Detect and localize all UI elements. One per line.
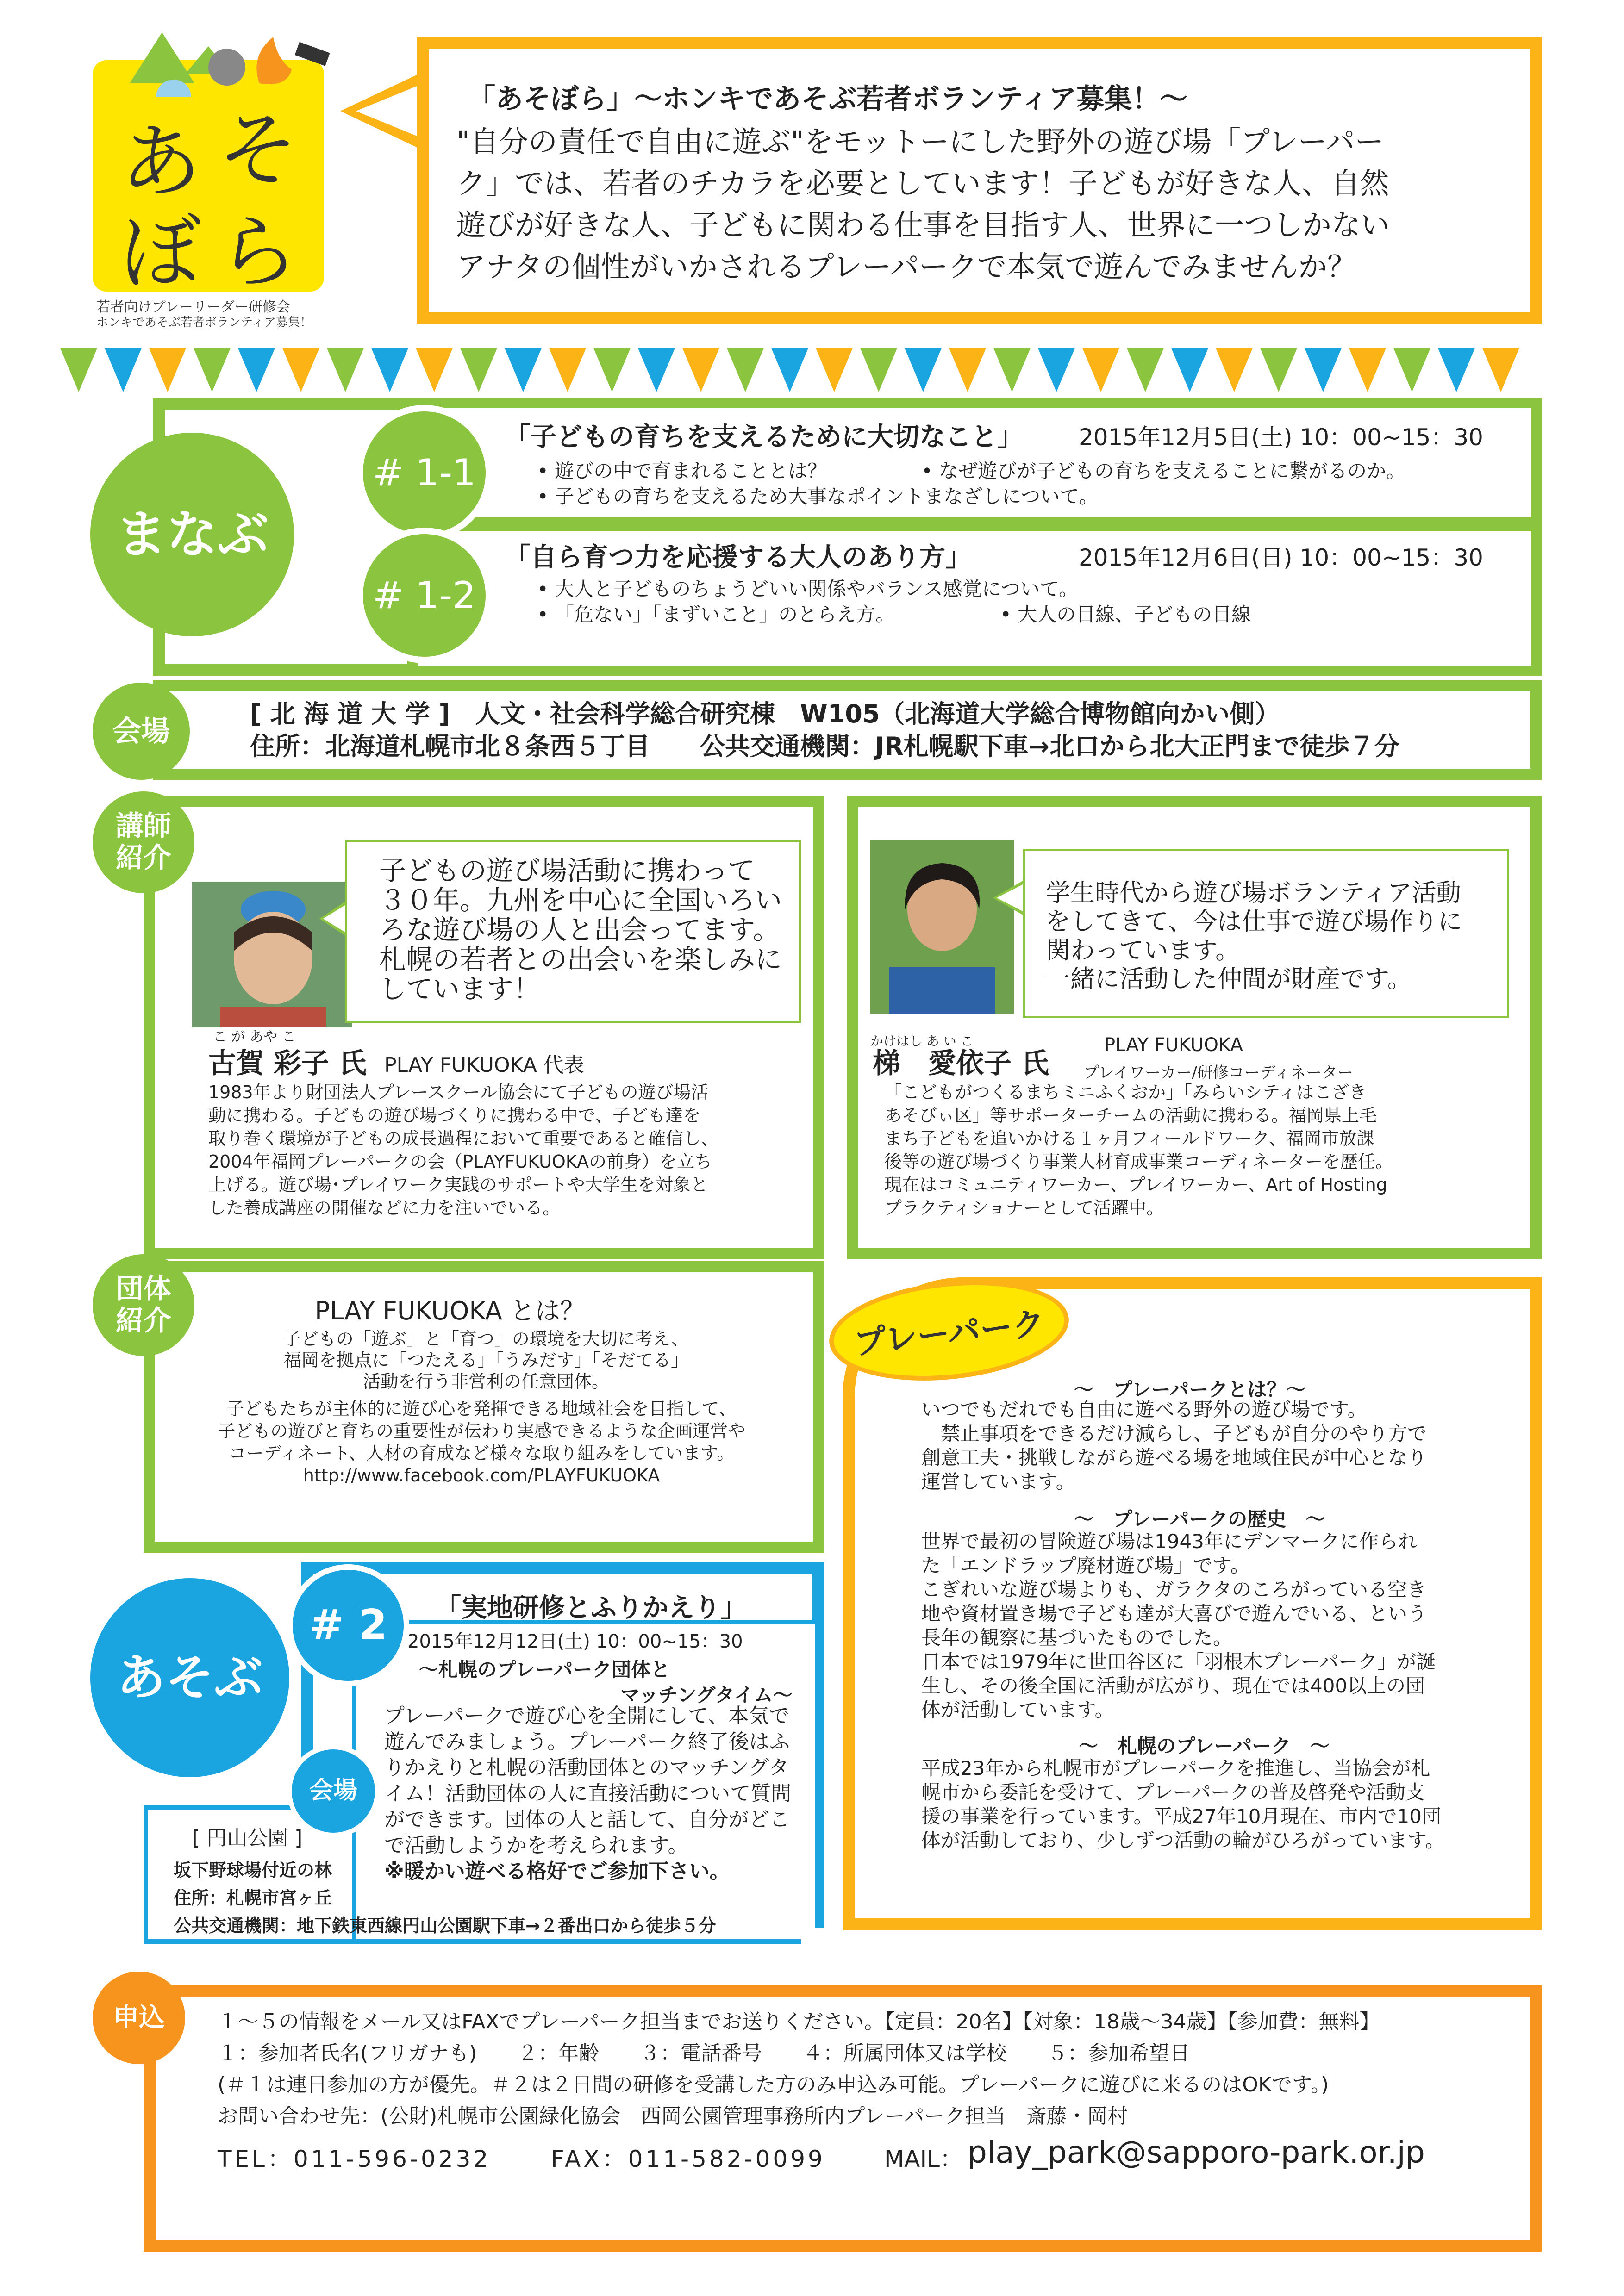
session-1-2-number: # 1-2 bbox=[356, 528, 492, 663]
asobu-date: 2015年12月12日(土) 10：00~15：30 bbox=[407, 1631, 743, 1652]
pennant-flag bbox=[1438, 348, 1475, 392]
lecturers-label: 講師 紹介 bbox=[93, 791, 194, 893]
session-1-1-bullet: • 子どもの育ちを支えるため大事なポイントまなざしについて。 bbox=[537, 485, 1099, 508]
session-1-2-title: 「自ら育つ力を応援する大人のあり方」 bbox=[505, 542, 971, 572]
asobu-subtitle-1: ～札幌のプレーパーク団体と bbox=[419, 1658, 670, 1681]
session-1-1-title: 「子どもの育ちを支えるために大切なこと」 bbox=[505, 422, 1023, 452]
kakehashi-org: PLAY FUKUOKA bbox=[1104, 1034, 1243, 1056]
pennant-flag bbox=[638, 348, 675, 392]
org-detail: 子どもたちが主体的に遊び心を発揮できる地域社会を目指して、 子どもの遊びと育ちの重要性が伝わり実感できるような企画運営や コーディネート、人材の育成など様々な取り組みをしています。 http://www.facebook.com/PLAYFUKUOKA bbox=[181, 1398, 782, 1487]
org-facebook-link[interactable]: http://www.facebook.com/PLAYFUKUOKA bbox=[303, 1465, 660, 1486]
pennant-flag bbox=[194, 348, 231, 392]
pennant-flag bbox=[1038, 348, 1075, 392]
pennant-flag bbox=[60, 348, 97, 392]
session-1-1-date: 2015年12月5日(土) 10：00~15：30 bbox=[1079, 424, 1483, 451]
pennant-flag bbox=[371, 348, 408, 392]
pennant-flag bbox=[1349, 348, 1386, 392]
pennant-flag bbox=[1171, 348, 1208, 392]
playpark-heading-what: ～ プレーパークとは？～ bbox=[1074, 1378, 1306, 1401]
kakehashi-ruby: かけはし あ い こ bbox=[870, 1033, 974, 1049]
koga-ruby: こ が あや こ bbox=[213, 1029, 296, 1045]
pennant-flag bbox=[238, 348, 275, 392]
org-intro: 子どもの「遊ぶ」と「育つ」の環境を大切に考え、 福岡を拠点に「つたえる」「うみだす」「そだてる」 活動を行う非営利の任意団体。 bbox=[283, 1329, 689, 1392]
pennant-flag bbox=[105, 348, 142, 392]
pennant-flag bbox=[1305, 348, 1342, 392]
session-1-2-bullet: • 大人と子どものちょうどいい関係やバランス感覚について。 bbox=[537, 578, 1079, 600]
header-text: "自分の責任で自由に遊ぶ"をモットーにした野外の遊び場「プレーパー ク」では、若者のチカラを必要としています！子どもが好きな人、自然 遊びが好きな人、子どもに関わる仕事を目指す人、世界に一つしかない アナタの個性がいかされるプレーパークで本気で遊んでみませんか？ bbox=[456, 125, 1390, 284]
apply-mail-label: MAIL： bbox=[884, 2146, 963, 2172]
asobu-venue-line3: 公共交通機関：地下鉄東西線円山公園駅下車→２番出口から徒歩５分 bbox=[174, 1916, 716, 1936]
koga-bio: 1983年より財団法人プレースクール協会にて子どもの遊び場活 動に携わる。子どもの遊び場づくりに携わる中で、子ども達を 取り巻く環境が子どもの成長過程において重要であると確信し、 2004年福岡プレーパークの会（PLAYFUKUOKAの前身）を立ち 上げる。遊び場･プレイワーク実践のサポートや大学生を対象と した養成講座の開催などに力を注いでいる。 bbox=[208, 1082, 719, 1218]
playpark-what-text: いつでもだれでも自由に遊べる野外の遊び場です。 禁止事項をできるだけ減らし、子どもが自分のやり方で 創意工夫・挑戦しながら遊べる場を地域住民が中心となり 運営しています。 bbox=[921, 1398, 1427, 1493]
kakehashi-bubble-pointer bbox=[993, 879, 1025, 916]
pennant-flag bbox=[149, 348, 186, 392]
pennant-flag bbox=[993, 348, 1031, 392]
pennant-flag bbox=[727, 348, 764, 392]
pennant-banner-icon bbox=[60, 348, 1560, 399]
kakehashi-bubble: 学生時代から遊び場ボランティア活動 をしてきて、今は仕事で遊び場作りに 関わっています。 一緒に活動した仲間が財産です。 bbox=[1023, 849, 1509, 1018]
asobu-venue-name: [ 円山公園 ] bbox=[192, 1826, 303, 1850]
pennant-flag bbox=[905, 348, 942, 392]
apply-text: １～５の情報をメール又はFAXでプレーパーク担当までお送りください。【定員：20名】【対象：18歳～34歳】【参加費：無料】 １：参加者氏名(フリガナも) ２：年齢 ３：電話番号 ４：所属団体又は学校 ５：参加希望日 (＃１は連日参加の方が優先。＃２は２日間の研修を受講した方のみ申込み可能。プレーパークに遊びに来るのはOKです。) お問い合わせ先：(公財)札幌市公園緑化協会 西岡公園管理事務所内プレーパーク担当 斎藤・岡村 bbox=[218, 2010, 1380, 2128]
apply-mail[interactable]: play_park@sapporo-park.or.jp bbox=[968, 2134, 1425, 2170]
kakehashi-role: プレイワーカー/研修コーディネーター bbox=[1083, 1064, 1353, 1082]
kakehashi-bio: 「こどもがつくるまちミニふくおか」「みらいシティはこざき あそびぃ区」等サポーターチームの活動に携わる。福岡県上毛 まち子どもを追いかける１ヶ月フィールドワーク、福岡市放課 後等の遊び場づくり事業人材育成事業コーディネーターを歴任。 現在はコミュニティワーカー、プレイワーカー、Art of Hosting プラクティショナーとして活躍中。 bbox=[884, 1082, 1393, 1218]
venue-line2: 住所：北海道札幌市北８条西５丁目 公共交通機関：JR札幌駅下車→北口から北大正門まで徒歩７分 bbox=[250, 732, 1399, 761]
session-1-2-date: 2015年12月6日(日) 10：00~15：30 bbox=[1079, 544, 1483, 571]
logo-char-bo: ぼ bbox=[120, 205, 201, 299]
asobu-body: プレーパークで遊び心を全開にして、本気で 遊んでみましょう。プレーパーク終了後はふ りかえりと札幌の活動団体とのマッチングタ イム！活動団体の人に直接活動について質問 ができます。団体の人と話して、自分がどこ で活動しようかを考えられます。 ※暖かい遊べる格好でご参加下さい。 bbox=[384, 1704, 792, 1883]
logo-sub2: ホンキであそぶ若者ボランティア募集！ bbox=[96, 316, 312, 330]
pennant-flag bbox=[682, 348, 719, 392]
pennant-flag bbox=[416, 348, 453, 392]
kakehashi-portrait-icon bbox=[870, 840, 1014, 1014]
asobu-venue-line2: 住所：札幌市宮ヶ丘 bbox=[174, 1888, 332, 1908]
playpark-history-text: 世界で最初の冒険遊び場は1943年にデンマークに作られ た「エンドラップ廃材遊び場」です。 こぎれいな遊び場よりも、ガラクタのころがっている空き 地や資材置き場で子ども達が大喜びで遊んでいる、という 長年の観察に基づいたものでした。 日本では1979年に世田谷区に「羽根木プレーパーク」が誕 生し、その後全国に活動が広がり、現在では400以上の団 体が活動しています。 bbox=[921, 1530, 1436, 1721]
logo-sub1: 若者向けプレーリーダー研修会 bbox=[96, 299, 290, 315]
logo-char-a: あ bbox=[120, 115, 201, 209]
koga-name: 古賀 彩子 氏 bbox=[208, 1047, 367, 1080]
header-title: 「あそぼら」～ホンキであそぶ若者ボランティア募集！～ bbox=[468, 83, 1188, 115]
pennant-flag bbox=[282, 348, 319, 392]
asobu-venue-label: 会場 bbox=[287, 1745, 380, 1837]
pennant-flag bbox=[1082, 348, 1119, 392]
pennant-flag bbox=[1216, 348, 1253, 392]
pennant-flag bbox=[1127, 348, 1164, 392]
apply-tel: TEL：011-596-0232 bbox=[218, 2146, 491, 2172]
session-1-2-bullet: • 大人の目線、子どもの目線 bbox=[1000, 603, 1251, 626]
pennant-flag bbox=[771, 348, 808, 392]
session-1-1-number: # 1-1 bbox=[356, 405, 492, 541]
header-box bbox=[417, 37, 1542, 324]
pennant-flag bbox=[860, 348, 897, 392]
manabu-label: まなぶ bbox=[90, 433, 294, 636]
org-title: PLAY FUKUOKA とは？ bbox=[315, 1296, 585, 1325]
asobu-title: 「実地研修とふりかえり」 bbox=[435, 1593, 746, 1623]
asobu-label: あそぶ bbox=[90, 1578, 289, 1777]
pennant-flag bbox=[1482, 348, 1519, 392]
logo bbox=[93, 28, 333, 330]
kakehashi-name: 梯 愛依子 氏 bbox=[873, 1047, 1049, 1080]
pennant-flag bbox=[327, 348, 364, 392]
asobu-venue-line1: 坂下野球場付近の林 bbox=[174, 1860, 332, 1880]
session-1-2-bullet: • 「危ない」「まずいこと」のとらえ方。 bbox=[537, 603, 895, 626]
pennant-flag bbox=[949, 348, 986, 392]
pennant-flag bbox=[460, 348, 497, 392]
apply-label: 申込 bbox=[93, 1972, 185, 2064]
org-label: 団体 紹介 bbox=[93, 1254, 194, 1356]
playpark-heading-history: ～ プレーパークの歴史 ～ bbox=[1074, 1508, 1325, 1531]
playpark-sapporo-text: 平成23年から札幌市がプレーパークを推進し、当協会が札 幌市から委託を受けて、プレーパークの普及啓発や活動支 援の事業を行っています。平成27年10月現在、市内で10団 体が活動しており、少しずつ活動の輪がひろがっています。 bbox=[921, 1757, 1445, 1852]
session-1-1-bullet: • 遊びの中で育まれることとは？ bbox=[537, 460, 827, 482]
session-1-1-bullet: • なぜ遊びが子どもの育ちを支えることに繋がるのか。 bbox=[921, 460, 1406, 482]
pennant-flag bbox=[1260, 348, 1297, 392]
koga-bubble-pointer bbox=[319, 900, 347, 937]
playpark-heading-sapporo: ～ 札幌のプレーパーク ～ bbox=[1079, 1735, 1330, 1757]
venue-label: 会場 bbox=[93, 683, 190, 780]
pennant-flag bbox=[816, 348, 853, 392]
pennant-flag bbox=[505, 348, 542, 392]
kakehashi-photo bbox=[870, 840, 1014, 1014]
pennant-flag bbox=[549, 348, 586, 392]
pennant-flag bbox=[593, 348, 631, 392]
asobu-subtitle-2: マッチングタイム～ bbox=[620, 1684, 793, 1706]
playpark-badge: プレーパーク bbox=[824, 1269, 1074, 1391]
koga-bubble: 子どもの遊び場活動に携わって ３０年。九州を中心に全国いろい ろな遊び場の人と出会ってます。 札幌の若者との出会いを楽しみに しています！ bbox=[345, 840, 801, 1023]
logo-char-so: そ bbox=[218, 104, 299, 198]
koga-role: PLAY FUKUOKA 代表 bbox=[384, 1053, 584, 1077]
venue-line1: [ 北 海 道 大 学 ] 人文・社会科学総合研究棟 W105（北海道大学総合博物館向かい側） bbox=[250, 699, 1280, 728]
asobu-number: # 2 bbox=[287, 1564, 409, 1686]
apply-fax: FAX：011-582-0099 bbox=[551, 2146, 825, 2172]
pennant-flag bbox=[1393, 348, 1430, 392]
logo-char-ra: ら bbox=[218, 205, 299, 299]
